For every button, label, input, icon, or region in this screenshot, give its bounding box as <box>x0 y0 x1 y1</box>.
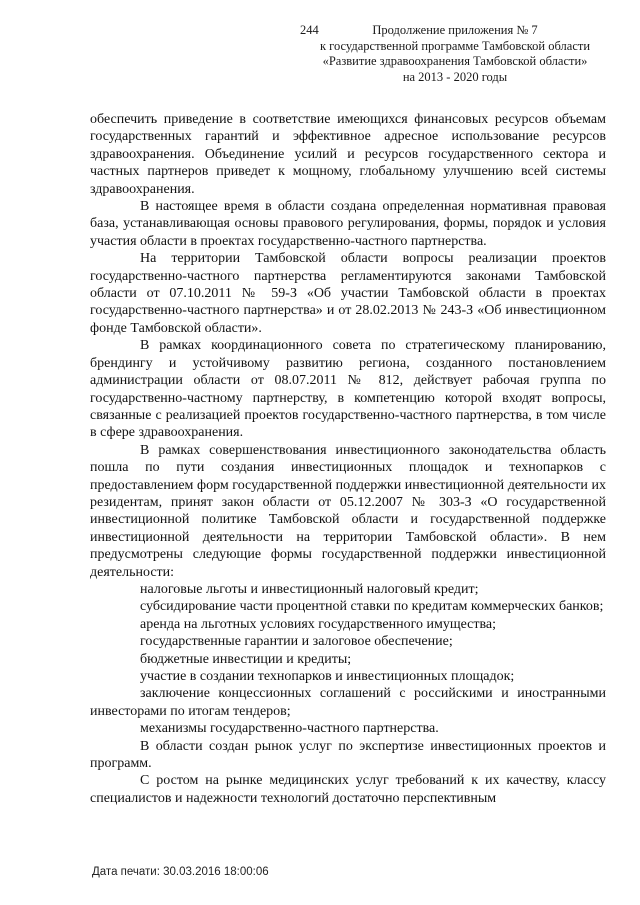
paragraph: В рамках совершенствования инвестиционного законодательства область пошла по пути создания инвестиционных площадок и технопарков с предоставлением форм государственной поддержки инвестиционной деятельности их резидентам, принят закон области от 05.12.2007 № 303-З «О государственной инвестиционной политике Тамбовской области и государственной поддержке инвестиционной деятельности на территории Тамбовской области». В нем предусмотрены следующие формы государственной поддержки инвестиционной деятельности: <box>90 442 606 580</box>
list-item: участие в создании технопарков и инвестиционных площадок; <box>140 669 515 684</box>
list-item: государственные гарантии и залоговое обеспечение; <box>140 634 453 650</box>
header-line-1: Продолжение приложения № 7 <box>372 23 538 37</box>
list-item: бюджетные инвестиции и кредиты; <box>140 651 352 667</box>
header-line-2: к государственной программе Тамбовской области <box>319 38 591 53</box>
paragraph: В области создан рынок услуг по экспертизе инвестиционных проектов и программ. <box>90 738 606 772</box>
page-number: 244 <box>300 23 319 37</box>
page-header <box>300 23 610 85</box>
header-line-4: на 2013 - 2020 годы <box>402 69 508 84</box>
paragraph: На территории Тамбовской области вопросы реализации проектов государственно-частного партнерства регламентируются законами Тамбовской области от 07.10.2011 № 59-З «Об участии Тамбовской области в проектах государственно-частного партнерства» и от 28.02.2013 № 243-З «Об инвестиционном фонде Тамбовской области». <box>90 251 606 336</box>
document-body <box>90 111 606 807</box>
header-line-3: «Развитие здравоохранения Тамбовской области» <box>322 54 588 68</box>
list-item: субсидирование части процентной ставки по кредитам коммерческих банков; <box>140 599 604 615</box>
paragraph: обеспечить приведение в соответствие имеющихся финансовых ресурсов объемам государственных гарантий и эффективное адресное использование ресурсов здравоохранения. Объединение усилий и ресурсов государственного сектора и частных партнеров приведет к мощному, глобальному улучшению всей системы здравоохранения. <box>90 112 606 197</box>
paragraph: В настоящее время в области создана определенная нормативная правовая база, устанавливающая основы правового регулирования, формы, порядок и условия участия области в проектах государственно-частного партнерства. <box>90 199 606 249</box>
list-item: заключение концессионных соглашений с российскими и иностранными инвесторами по итогам тендеров; <box>90 686 606 719</box>
list-item: аренда на льготных условиях государственного имущества; <box>140 616 497 632</box>
print-date-footer: Дата печати: 30.03.2016 18:00:06 <box>92 866 269 878</box>
list-item: налоговые льготы и инвестиционный налоговый кредит; <box>140 581 479 597</box>
paragraph: С ростом на рынке медицинских услуг требований к их качеству, классу специалистов и надежности технологий достаточно перспективным <box>90 773 606 806</box>
paragraph: В рамках координационного совета по стратегическому планированию, брендингу и устойчивому развитию региона, созданного постановлением администрации области от 08.07.2011 № 812, действует рабочая группа по государственно-частному партнерству, в компетенцию которой входят вопросы, связанные с реализацией проектов государственно-частного партнерства, в том числе в сфере здравоохранения. <box>90 338 606 441</box>
list-item: механизмы государственно-частного партнерства. <box>140 721 439 737</box>
